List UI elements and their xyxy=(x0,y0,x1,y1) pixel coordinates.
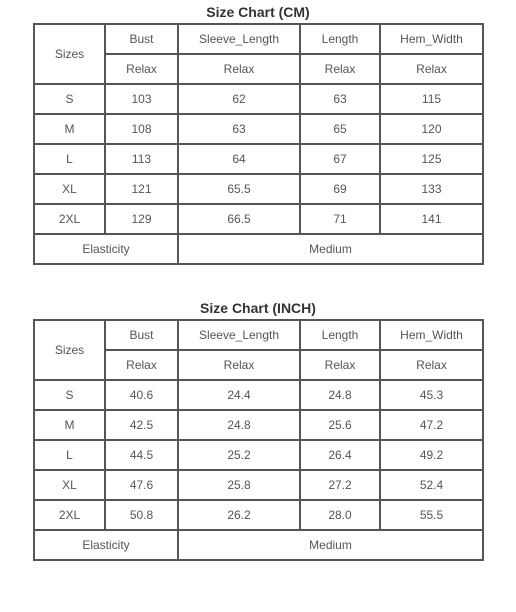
length-cell: 65 xyxy=(300,114,380,144)
elasticity-row xyxy=(34,234,483,264)
bust-cell: 103 xyxy=(105,84,178,114)
table-row xyxy=(34,204,483,234)
hem-width-header: Hem_Width xyxy=(380,24,483,54)
elasticity-label: Elasticity xyxy=(34,234,178,264)
length-cell: 63 xyxy=(300,84,380,114)
elasticity-label: Elasticity xyxy=(34,530,178,560)
length-cell: 24.8 xyxy=(300,380,380,410)
hem-width-cell: 115 xyxy=(380,84,483,114)
size-cell: M xyxy=(34,114,105,144)
size-chart-cm-title: Size Chart (CM) xyxy=(206,4,310,20)
sleeve-length-cell: 24.8 xyxy=(178,410,300,440)
sleeve-length-cell: 63 xyxy=(178,114,300,144)
hem-width-cell: 45.3 xyxy=(380,380,483,410)
sleeve-length-cell: 62 xyxy=(178,84,300,114)
length-cell: 28.0 xyxy=(300,500,380,530)
size-cell: L xyxy=(34,440,105,470)
table-row xyxy=(34,84,483,114)
length-header: Length xyxy=(300,24,380,54)
hem-width-cell: 47.2 xyxy=(380,410,483,440)
table-row xyxy=(34,500,483,530)
bust-fit: Relax xyxy=(105,350,178,380)
sleeve-length-header: Sleeve_Length xyxy=(178,320,300,350)
length-cell: 69 xyxy=(300,174,380,204)
length-fit: Relax xyxy=(300,350,380,380)
hem-width-cell: 52.4 xyxy=(380,470,483,500)
elasticity-row xyxy=(34,530,483,560)
sleeve-length-header: Sleeve_Length xyxy=(178,24,300,54)
size-cell: 2XL xyxy=(34,500,105,530)
size-cell: XL xyxy=(34,470,105,500)
hem-width-fit: Relax xyxy=(380,54,483,84)
bust-cell: 40.6 xyxy=(105,380,178,410)
length-cell: 25.6 xyxy=(300,410,380,440)
hem-width-fit: Relax xyxy=(380,350,483,380)
bust-cell: 121 xyxy=(105,174,178,204)
bust-cell: 50.8 xyxy=(105,500,178,530)
length-cell: 71 xyxy=(300,204,380,234)
sleeve-length-cell: 65.5 xyxy=(178,174,300,204)
length-header: Length xyxy=(300,320,380,350)
hem-width-header: Hem_Width xyxy=(380,320,483,350)
table-row xyxy=(34,144,483,174)
bust-header: Bust xyxy=(105,24,178,54)
table-row xyxy=(34,470,483,500)
bust-cell: 113 xyxy=(105,144,178,174)
size-cell: M xyxy=(34,410,105,440)
sleeve-length-cell: 64 xyxy=(178,144,300,174)
bust-cell: 129 xyxy=(105,204,178,234)
hem-width-cell: 55.5 xyxy=(380,500,483,530)
bust-cell: 47.6 xyxy=(105,470,178,500)
size-chart-inch-title: Size Chart (INCH) xyxy=(200,300,316,316)
table-row xyxy=(34,380,483,410)
table-row xyxy=(34,440,483,470)
hem-width-cell: 133 xyxy=(380,174,483,204)
sizes-header: Sizes xyxy=(34,320,105,380)
sleeve-length-cell: 24.4 xyxy=(178,380,300,410)
sleeve-length-cell: 25.8 xyxy=(178,470,300,500)
sleeve-length-cell: 26.2 xyxy=(178,500,300,530)
table-row xyxy=(34,114,483,144)
elasticity-value: Medium xyxy=(178,234,483,264)
size-chart-inch-table xyxy=(33,319,484,561)
bust-header: Bust xyxy=(105,320,178,350)
size-cell: S xyxy=(34,380,105,410)
header-row xyxy=(34,320,483,350)
header-row xyxy=(34,24,483,54)
length-fit: Relax xyxy=(300,54,380,84)
sleeve-length-fit: Relax xyxy=(178,54,300,84)
bust-cell: 42.5 xyxy=(105,410,178,440)
length-cell: 27.2 xyxy=(300,470,380,500)
table-row xyxy=(34,174,483,204)
size-cell: XL xyxy=(34,174,105,204)
hem-width-cell: 141 xyxy=(380,204,483,234)
size-cell: L xyxy=(34,144,105,174)
size-cell: S xyxy=(34,84,105,114)
length-cell: 26.4 xyxy=(300,440,380,470)
hem-width-cell: 49.2 xyxy=(380,440,483,470)
hem-width-cell: 125 xyxy=(380,144,483,174)
sizes-header: Sizes xyxy=(34,24,105,84)
size-chart-cm-table xyxy=(33,23,484,265)
sleeve-length-fit: Relax xyxy=(178,350,300,380)
bust-cell: 108 xyxy=(105,114,178,144)
size-cell: 2XL xyxy=(34,204,105,234)
sleeve-length-cell: 25.2 xyxy=(178,440,300,470)
bust-fit: Relax xyxy=(105,54,178,84)
bust-cell: 44.5 xyxy=(105,440,178,470)
table-row xyxy=(34,410,483,440)
sleeve-length-cell: 66.5 xyxy=(178,204,300,234)
hem-width-cell: 120 xyxy=(380,114,483,144)
length-cell: 67 xyxy=(300,144,380,174)
elasticity-value: Medium xyxy=(178,530,483,560)
